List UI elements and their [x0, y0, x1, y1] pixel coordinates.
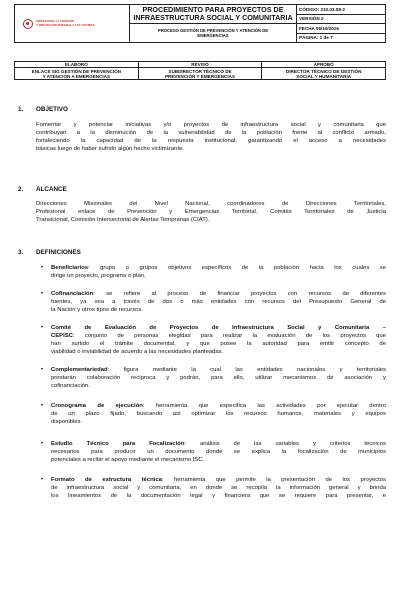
reviso-role: SUBDIRECTOR TÉCNICO DE PREVENCIÓN Y EMERGENCIAS [138, 68, 262, 80]
definition-item: • Formato de estructura técnica: herramienta que permite la presentación de los proyectos de infraestructura social y comunitaria, en donde se recopila la información general y brinda los lineamientos de la documentación legal y financiera que se requiere para presentar, e [41, 477, 386, 499]
section-heading-definiciones: 3. DEFINICIONES [18, 249, 81, 256]
bullet-icon: • [41, 403, 44, 409]
aprobo-label: APROBÓ [262, 62, 386, 68]
bullet-icon: • [41, 325, 44, 331]
logo-cell [15, 5, 130, 43]
bullet-icon: • [41, 441, 44, 447]
seal-icon [23, 19, 33, 29]
definition-item: • Estudio Técnico para Focalización: análisis de las variables y criterios técnicos necesarios para producir un documento donde se explica la focalización de municipios potenciales a recibir el apoyo mediante el mecanismo ISC. [41, 441, 386, 463]
definition-item: • Cofinanciación: se refiere al proceso de financiar proyectos con recursos de diferentes fuentes, ya sea a través de dos o más entidades con recursos del Presupuesto General de la Nación y otros tipos de recursos. [41, 291, 386, 313]
objetivo-paragraph: Fomentar y potenciar iniciativas y/o proyectos de infraestructura social y comunitaria que contribuyan a la disminución de la vulnerabilidad de la población frente al conflicto armado, fortaleciendo la capacidad de la respuesta institucional, garantizando el acceso a necesidades básicas luego de haber sufrido algún hecho victimizante. [36, 122, 386, 152]
definition-item: • Beneficiarios: grupo o grupos objetivos específicos de la población hacia los cuales se dirige un proyecto, programa o plan. [41, 265, 386, 279]
definition-item: • Comité de Evaluación de Proyectos de Infraestructura Social y Comunitaria – CEPISC: conjunto de personas elegidas para realizar la evaluación de los proyectos que han surtido el trámite documental, y que posee la autoridad para emitir concepto de viabilidad o inviabilidad de acuerdo a las necesidades planteadas. [41, 325, 386, 355]
page-number: PÁGINA: 1 de 7 [297, 33, 386, 43]
elaboro-role: ENLACE SIG GESTIÓN DE PREVENCIÓN Y ATENCIÓN A EMERGENCIAS [15, 68, 139, 80]
bullet-icon: • [41, 367, 44, 373]
logo-text: UNIDAD PARA LA ATENCIÓN Y REPARACIÓN INTEGRAL A LAS VÍCTIMAS [36, 20, 95, 27]
definition-item: • Complementariedad: figura mediante la cual las entidades nacionales y territoriales prestarán colaboración recíproca y podrán, para ello, utilizar mecanismos de asociación y cofinanciación. [41, 367, 386, 389]
elaboro-label: ELABORÓ [15, 62, 139, 68]
document-title: PROCEDIMIENTO PARA PROYECTOS DE INFRAESTRUCTURA SOCIAL Y COMUNITARIA [130, 5, 297, 24]
bullet-icon: • [41, 265, 44, 271]
signature-table [14, 61, 386, 80]
document-code: CÓDIGO: 310.03.08-2 [297, 5, 386, 15]
bullet-icon: • [41, 477, 44, 483]
alcance-paragraph: Direcciones Misionales del Nivel Nacional, coordinadores de Direcciones Territoriales, Profesional enlace de Prevención y Emergencias Territorial. Comités Territoriales de Justicia Transicional, Comisión Intersectorial de Alertas Tempranas (CIAT). [36, 201, 386, 223]
process-name: PROCESO GESTIÓN DE PREVENCIÓN Y ATENCIÓN DE EMERGENCIAS [130, 24, 297, 43]
organization-logo [17, 19, 127, 29]
document-date: FECHA 06/10/2016 [297, 24, 386, 34]
document-header [14, 4, 386, 43]
bullet-icon: • [41, 291, 44, 297]
section-heading-objetivo: 1. OBJETIVO [18, 106, 68, 113]
aprobo-role: DIRECTOR TÉCNICO DE GESTIÓN SOCIAL Y HUMANITARIA [262, 68, 386, 80]
reviso-label: REVISÓ [138, 62, 262, 68]
document-version: VERSIÓN 2 [297, 14, 386, 24]
section-heading-alcance: 2. ALCANCE [18, 186, 67, 193]
definition-item: • Cronograma de ejecución: herramienta que especifica las actividades por ejecutar dentro de un plazo fijado, buscando así optimizar los recursos humanos, materiales y equipos disponibles. [41, 403, 387, 425]
